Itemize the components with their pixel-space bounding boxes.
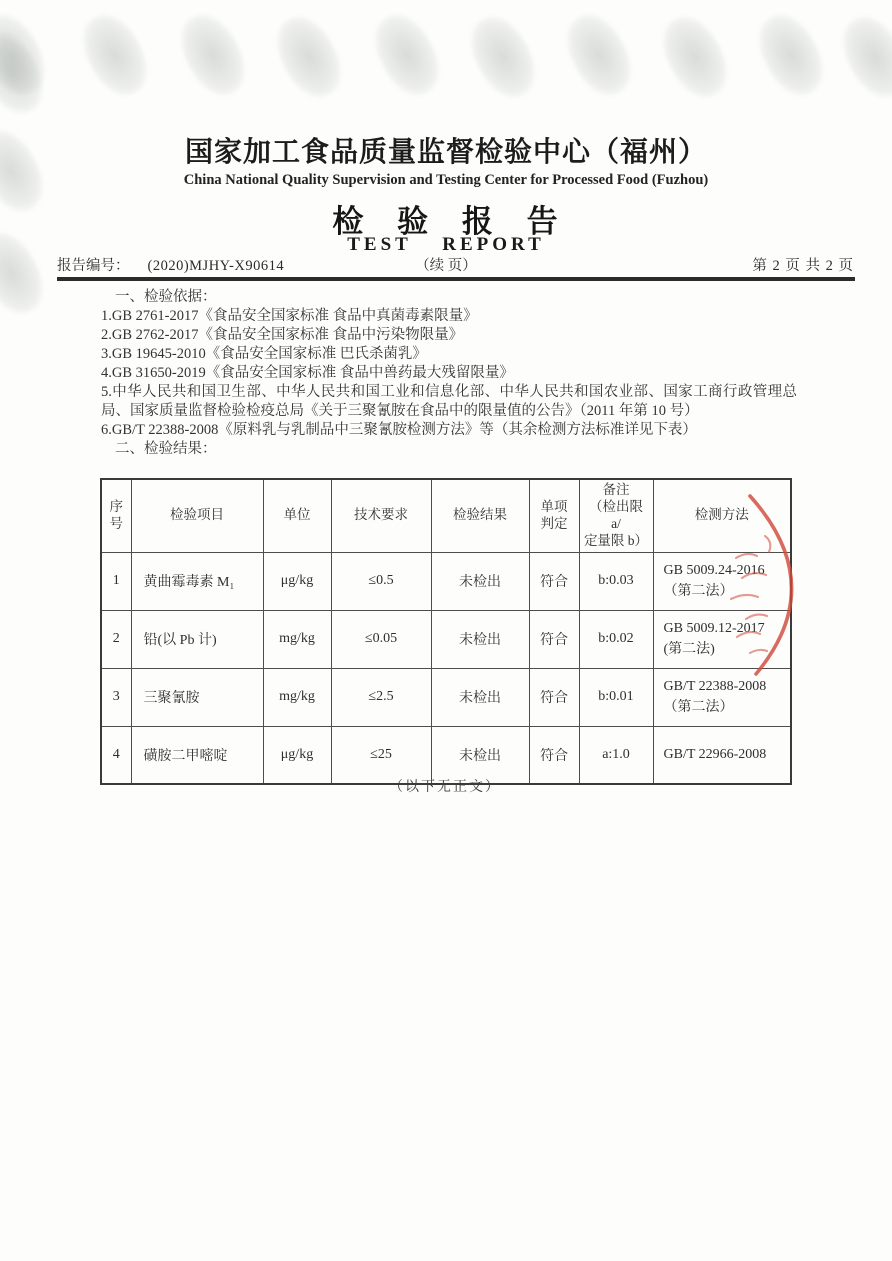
table-cell: mg/kg: [263, 668, 331, 726]
results-table: [100, 478, 792, 785]
table-cell: 符合: [529, 610, 579, 668]
report-title-en: TEST REPORT: [347, 234, 545, 255]
scan-artifact: [459, 6, 547, 107]
basis-item-list: [101, 307, 797, 440]
table-cell: mg/kg: [263, 610, 331, 668]
basis-heading: 一、检验依据：: [115, 289, 217, 305]
table-cell: μg/kg: [263, 552, 331, 610]
table-cell: 符合: [529, 726, 579, 784]
basis-item: 2.GB 2762-2017《食品安全国家标准 食品中污染物限量》: [101, 327, 464, 343]
report-number-label: 报告编号：: [57, 258, 130, 274]
table-cell: 铅(以 Pb 计): [131, 610, 263, 668]
table-cell: a:1.0: [579, 726, 653, 784]
table-cell: 未检出: [431, 552, 529, 610]
column-header: 单项 判定: [529, 479, 579, 552]
end-of-text-note: （以下无正文）: [389, 780, 501, 795]
test-basis-section: [101, 288, 797, 459]
column-header: 备注 （检出限 a/ 定量限 b）: [579, 479, 653, 552]
table-cell: b:0.03: [579, 552, 653, 610]
table-cell: b:0.02: [579, 610, 653, 668]
table-row: [101, 668, 791, 726]
page-number-info: 第 2 页 共 2 页: [752, 258, 854, 274]
table-cell: μg/kg: [263, 726, 331, 784]
table-cell: 符合: [529, 552, 579, 610]
table-row: [101, 552, 791, 610]
column-header: 单位: [263, 479, 331, 552]
basis-item: 5.中华人民共和国卫生部、中华人民共和国工业和信息化部、中华人民共和国农业部、国家工商行政管理总局、国家质量监督检验检疫总局《关于三聚氰胺在食品中的限量值的公告》（2011 年第 10 号）: [101, 384, 797, 419]
table-cell: ≤0.5: [331, 552, 431, 610]
column-header: 技术要求: [331, 479, 431, 552]
table-row: [101, 610, 791, 668]
scan-artifact: [265, 6, 353, 107]
scan-artifact: [651, 6, 739, 107]
table-cell: 未检出: [431, 726, 529, 784]
basis-item: 3.GB 19645-2010《食品安全国家标准 巴氏杀菌乳》: [101, 346, 427, 362]
scan-artifact: [555, 4, 643, 105]
results-table-body: [101, 552, 791, 784]
table-cell: 黄曲霉毒素 M₁: [131, 552, 263, 610]
table-cell: 磺胺二甲嘧啶: [131, 726, 263, 784]
table-cell: 1: [101, 552, 131, 610]
results-heading: 二、检验结果：: [115, 441, 217, 457]
table-cell: b:0.01: [579, 668, 653, 726]
header-row: [101, 479, 791, 552]
org-name-en: China National Quality Supervision and Testing Center for Processed Food (Fuzhou): [183, 172, 709, 188]
scan-artifact: [747, 4, 835, 105]
table-cell: GB 5009.12-2017 (第二法): [653, 610, 791, 668]
report-number-value: (2020)MJHY-X90614: [147, 258, 285, 274]
table-cell: 4: [101, 726, 131, 784]
org-name-cn: 国家加工食品质量监督检验中心（福州）: [184, 136, 707, 167]
table-cell: 未检出: [431, 668, 529, 726]
table-cell: 未检出: [431, 610, 529, 668]
report-title-cn: 检 验 报 告: [332, 204, 560, 239]
table-cell: 符合: [529, 668, 579, 726]
results-table-head: [101, 479, 791, 552]
scan-artifact: [71, 4, 159, 105]
table-cell: 2: [101, 610, 131, 668]
column-header: 检测方法: [653, 479, 791, 552]
scan-artifact: [363, 4, 451, 105]
basis-item: 4.GB 31650-2019《食品安全国家标准 食品中兽药最大残留限量》: [101, 365, 514, 381]
table-cell: ≤25: [331, 726, 431, 784]
scan-artifact: [169, 4, 257, 105]
column-header: 序 号: [101, 479, 131, 552]
column-header: 检验项目: [131, 479, 263, 552]
column-header: 检验结果: [431, 479, 529, 552]
continuation-page-marker: （续 页）: [415, 258, 477, 274]
table-cell: ≤0.05: [331, 610, 431, 668]
basis-item: 1.GB 2761-2017《食品安全国家标准 食品中真菌毒素限量》: [101, 308, 478, 324]
scan-artifact: [831, 6, 892, 107]
table-cell: GB 5009.24-2016 （第二法）: [653, 552, 791, 610]
basis-item: 6.GB/T 22388-2008《原料乳与乳制品中三聚氰胺检测方法》等（其余检测方法标准详见下表）: [101, 422, 697, 438]
table-cell: GB/T 22966-2008: [653, 726, 791, 784]
table-cell: 三聚氰胺: [131, 668, 263, 726]
table-cell: ≤2.5: [331, 668, 431, 726]
header-divider-rule: [57, 277, 855, 281]
table-cell: GB/T 22388-2008 （第二法）: [653, 668, 791, 726]
table-cell: 3: [101, 668, 131, 726]
report-meta-line: [0, 254, 892, 274]
